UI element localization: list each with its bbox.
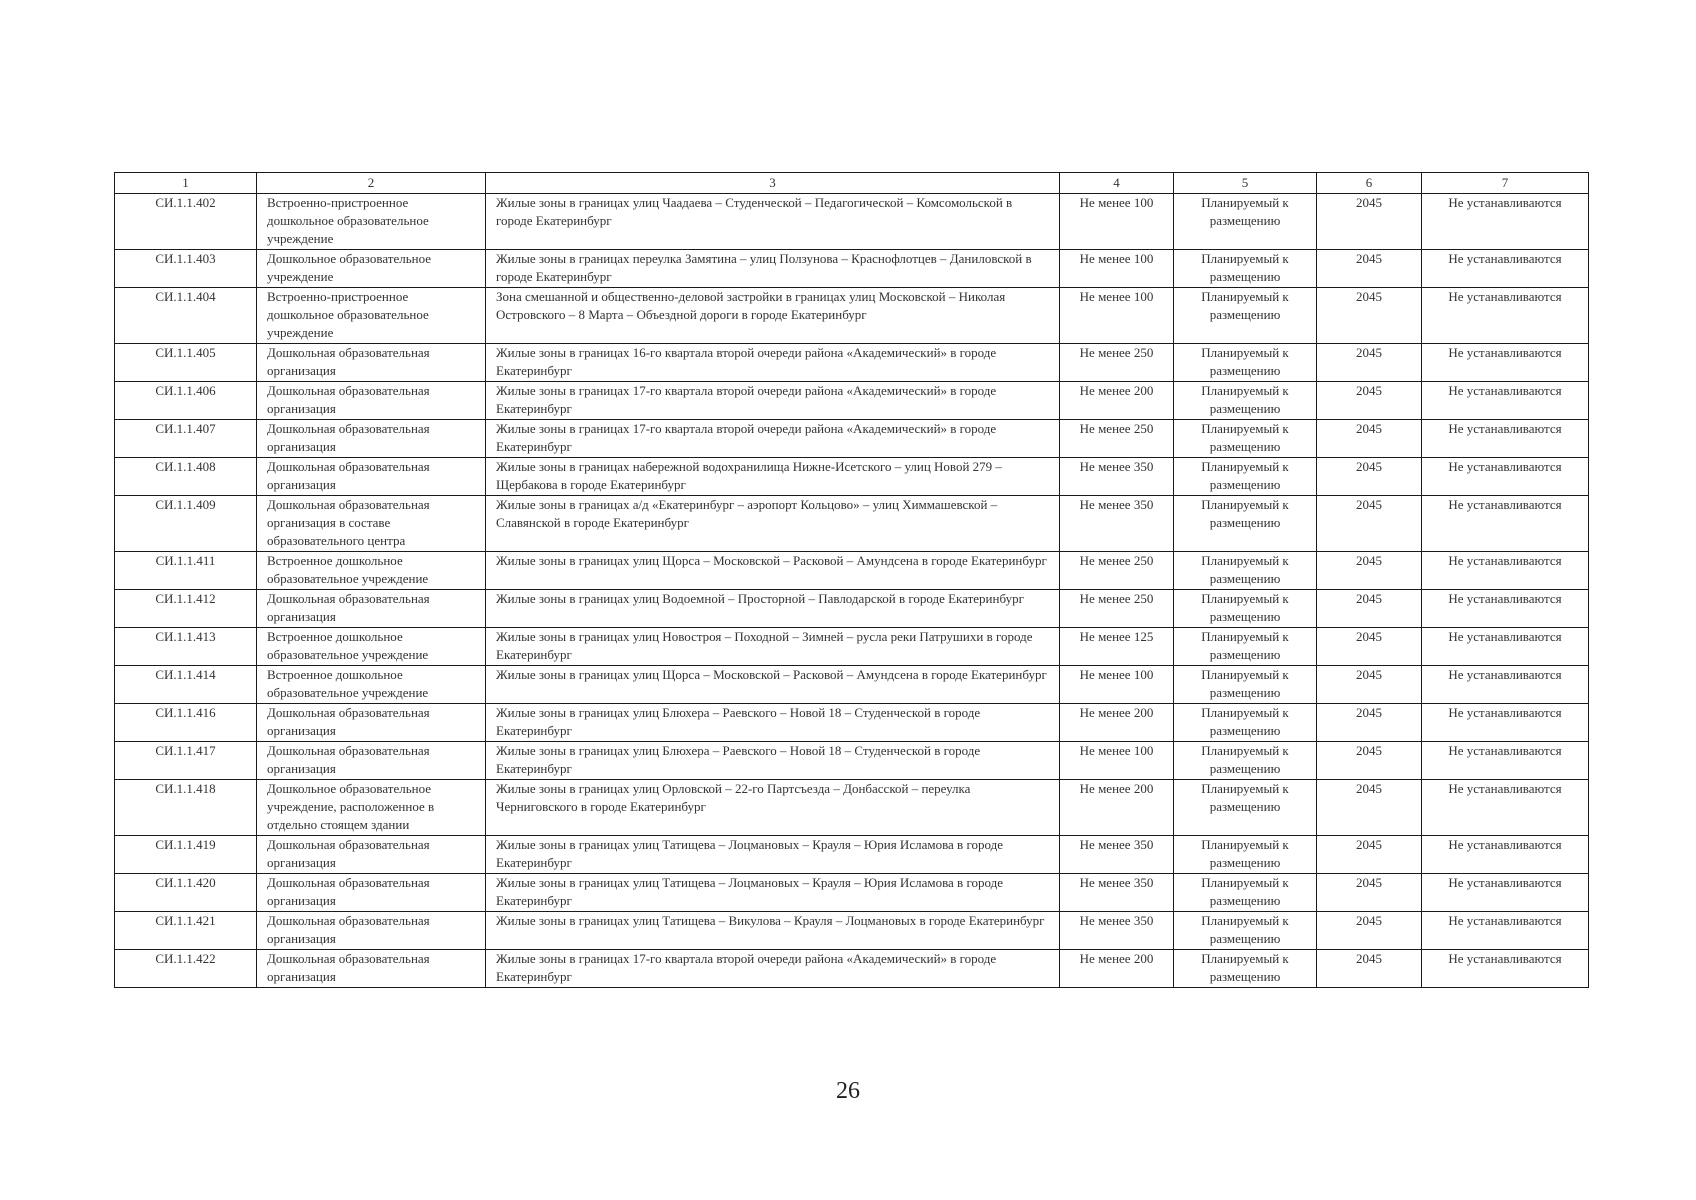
zone-cell: Не устанавливаются (1422, 344, 1589, 382)
table-row (115, 288, 1589, 344)
status-cell: Планируемый к размещению (1174, 666, 1317, 704)
status-cell: Планируемый к размещению (1174, 288, 1317, 344)
header-cell: 7 (1422, 173, 1589, 194)
table-header-row (115, 173, 1589, 194)
table-row (115, 628, 1589, 666)
object-name-cell: Встроенное дошкольное образовательное учреждение (257, 552, 486, 590)
zone-cell: Не устанавливаются (1422, 552, 1589, 590)
object-code-cell: СИ.1.1.422 (115, 950, 257, 988)
location-cell: Жилые зоны в границах а/д «Екатеринбург – аэропорт Кольцово» – улиц Химмашевской – Славянской в городе Екатеринбург (486, 496, 1060, 552)
capacity-cell: Не менее 200 (1060, 950, 1174, 988)
object-code-cell: СИ.1.1.408 (115, 458, 257, 496)
object-name-cell: Дошкольная образовательная организация (257, 590, 486, 628)
status-cell: Планируемый к размещению (1174, 194, 1317, 250)
capacity-cell: Не менее 100 (1060, 288, 1174, 344)
object-name-cell: Дошкольная образовательная организация (257, 704, 486, 742)
document-table (114, 172, 1589, 988)
zone-cell: Не устанавливаются (1422, 458, 1589, 496)
zone-cell: Не устанавливаются (1422, 950, 1589, 988)
zone-cell: Не устанавливаются (1422, 420, 1589, 458)
table-row (115, 666, 1589, 704)
year-cell: 2045 (1317, 344, 1422, 382)
year-cell: 2045 (1317, 288, 1422, 344)
zone-cell: Не устанавливаются (1422, 666, 1589, 704)
year-cell: 2045 (1317, 496, 1422, 552)
location-cell: Жилые зоны в границах 17-го квартала второй очереди района «Академический» в городе Екатеринбург (486, 382, 1060, 420)
capacity-cell: Не менее 250 (1060, 552, 1174, 590)
capacity-cell: Не менее 100 (1060, 666, 1174, 704)
year-cell: 2045 (1317, 420, 1422, 458)
zone-cell: Не устанавливаются (1422, 250, 1589, 288)
status-cell: Планируемый к размещению (1174, 250, 1317, 288)
table-row (115, 590, 1589, 628)
capacity-cell: Не менее 350 (1060, 496, 1174, 552)
object-code-cell: СИ.1.1.402 (115, 194, 257, 250)
capacity-cell: Не менее 250 (1060, 590, 1174, 628)
capacity-cell: Не менее 200 (1060, 382, 1174, 420)
object-code-cell: СИ.1.1.416 (115, 704, 257, 742)
table-row (115, 704, 1589, 742)
status-cell: Планируемый к размещению (1174, 780, 1317, 836)
year-cell: 2045 (1317, 742, 1422, 780)
year-cell: 2045 (1317, 590, 1422, 628)
table-row (115, 496, 1589, 552)
status-cell: Планируемый к размещению (1174, 458, 1317, 496)
zone-cell: Не устанавливаются (1422, 382, 1589, 420)
location-cell: Зона смешанной и общественно-деловой застройки в границах улиц Московской – Николая Островского – 8 Марта – Объездной дороги в городе Екатеринбург (486, 288, 1060, 344)
zone-cell: Не устанавливаются (1422, 874, 1589, 912)
status-cell: Планируемый к размещению (1174, 836, 1317, 874)
capacity-cell: Не менее 350 (1060, 912, 1174, 950)
header-cell: 2 (257, 173, 486, 194)
table-row (115, 742, 1589, 780)
object-name-cell: Дошкольная образовательная организация (257, 912, 486, 950)
zone-cell: Не устанавливаются (1422, 742, 1589, 780)
page-number: 26 (836, 1078, 860, 1104)
object-code-cell: СИ.1.1.421 (115, 912, 257, 950)
header-cell: 4 (1060, 173, 1174, 194)
year-cell: 2045 (1317, 382, 1422, 420)
location-cell: Жилые зоны в границах улиц Татищева – Лоцмановых – Крауля – Юрия Исламова в городе Екатеринбург (486, 836, 1060, 874)
capacity-cell: Не менее 250 (1060, 420, 1174, 458)
zone-cell: Не устанавливаются (1422, 836, 1589, 874)
location-cell: Жилые зоны в границах улиц Татищева – Лоцмановых – Крауля – Юрия Исламова в городе Екатеринбург (486, 874, 1060, 912)
header-cell: 3 (486, 173, 1060, 194)
table-row (115, 552, 1589, 590)
object-code-cell: СИ.1.1.413 (115, 628, 257, 666)
location-cell: Жилые зоны в границах улиц Новостроя – Походной – Зимней – русла реки Патрушихи в городе Екатеринбург (486, 628, 1060, 666)
zone-cell: Не устанавливаются (1422, 704, 1589, 742)
object-code-cell: СИ.1.1.417 (115, 742, 257, 780)
table-row (115, 194, 1589, 250)
capacity-cell: Не менее 350 (1060, 458, 1174, 496)
zone-cell: Не устанавливаются (1422, 912, 1589, 950)
object-code-cell: СИ.1.1.411 (115, 552, 257, 590)
year-cell: 2045 (1317, 780, 1422, 836)
table-row (115, 382, 1589, 420)
object-code-cell: СИ.1.1.404 (115, 288, 257, 344)
year-cell: 2045 (1317, 552, 1422, 590)
object-name-cell: Дошкольная образовательная организация в составе образовательного центра (257, 496, 486, 552)
location-cell: Жилые зоны в границах 16-го квартала второй очереди района «Академический» в городе Екатеринбург (486, 344, 1060, 382)
object-code-cell: СИ.1.1.419 (115, 836, 257, 874)
table-body (115, 194, 1589, 988)
object-code-cell: СИ.1.1.412 (115, 590, 257, 628)
table-row (115, 780, 1589, 836)
table-row (115, 950, 1589, 988)
location-cell: Жилые зоны в границах улиц Татищева – Викулова – Крауля – Лоцмановых в городе Екатеринбург (486, 912, 1060, 950)
capacity-cell: Не менее 100 (1060, 194, 1174, 250)
object-code-cell: СИ.1.1.420 (115, 874, 257, 912)
status-cell: Планируемый к размещению (1174, 382, 1317, 420)
capacity-cell: Не менее 350 (1060, 836, 1174, 874)
location-cell: Жилые зоны в границах улиц Чаадаева – Студенческой – Педагогической – Комсомольской в городе Екатеринбург (486, 194, 1060, 250)
status-cell: Планируемый к размещению (1174, 344, 1317, 382)
table-row (115, 874, 1589, 912)
location-cell: Жилые зоны в границах улиц Щорса – Московской – Расковой – Амундсена в городе Екатеринбург (486, 666, 1060, 704)
object-code-cell: СИ.1.1.406 (115, 382, 257, 420)
status-cell: Планируемый к размещению (1174, 874, 1317, 912)
table-row (115, 344, 1589, 382)
object-name-cell: Дошкольная образовательная организация (257, 836, 486, 874)
object-name-cell: Дошкольная образовательная организация (257, 344, 486, 382)
zone-cell: Не устанавливаются (1422, 288, 1589, 344)
year-cell: 2045 (1317, 912, 1422, 950)
object-name-cell: Встроенное дошкольное образовательное учреждение (257, 666, 486, 704)
object-name-cell: Дошкольное образовательное учреждение, расположенное в отдельно стоящем здании (257, 780, 486, 836)
status-cell: Планируемый к размещению (1174, 950, 1317, 988)
status-cell: Планируемый к размещению (1174, 590, 1317, 628)
year-cell: 2045 (1317, 836, 1422, 874)
object-name-cell: Дошкольное образовательное учреждение (257, 250, 486, 288)
status-cell: Планируемый к размещению (1174, 420, 1317, 458)
year-cell: 2045 (1317, 194, 1422, 250)
object-name-cell: Дошкольная образовательная организация (257, 420, 486, 458)
status-cell: Планируемый к размещению (1174, 496, 1317, 552)
status-cell: Планируемый к размещению (1174, 628, 1317, 666)
year-cell: 2045 (1317, 704, 1422, 742)
capacity-cell: Не менее 250 (1060, 344, 1174, 382)
status-cell: Планируемый к размещению (1174, 742, 1317, 780)
year-cell: 2045 (1317, 458, 1422, 496)
location-cell: Жилые зоны в границах набережной водохранилища Нижне-Исетского – улиц Новой 279 – Щербакова в городе Екатеринбург (486, 458, 1060, 496)
status-cell: Планируемый к размещению (1174, 912, 1317, 950)
capacity-cell: Не менее 100 (1060, 742, 1174, 780)
table-row (115, 836, 1589, 874)
object-code-cell: СИ.1.1.405 (115, 344, 257, 382)
object-name-cell: Дошкольная образовательная организация (257, 458, 486, 496)
table-row (115, 912, 1589, 950)
capacity-cell: Не менее 200 (1060, 780, 1174, 836)
header-cell: 5 (1174, 173, 1317, 194)
location-cell: Жилые зоны в границах 17-го квартала второй очереди района «Академический» в городе Екатеринбург (486, 950, 1060, 988)
capacity-cell: Не менее 125 (1060, 628, 1174, 666)
location-cell: Жилые зоны в границах улиц Орловской – 22-го Партсъезда – Донбасской – переулка Черниговского в городе Екатеринбург (486, 780, 1060, 836)
table-row (115, 420, 1589, 458)
table-row (115, 458, 1589, 496)
capacity-cell: Не менее 100 (1060, 250, 1174, 288)
year-cell: 2045 (1317, 950, 1422, 988)
object-name-cell: Дошкольная образовательная организация (257, 950, 486, 988)
year-cell: 2045 (1317, 666, 1422, 704)
location-cell: Жилые зоны в границах улиц Водоемной – Просторной – Павлодарской в городе Екатеринбург (486, 590, 1060, 628)
year-cell: 2045 (1317, 874, 1422, 912)
header-cell: 1 (115, 173, 257, 194)
location-cell: Жилые зоны в границах 17-го квартала второй очереди района «Академический» в городе Екатеринбург (486, 420, 1060, 458)
object-name-cell: Встроенно-пристроенное дошкольное образовательное учреждение (257, 194, 486, 250)
year-cell: 2045 (1317, 628, 1422, 666)
object-name-cell: Дошкольная образовательная организация (257, 382, 486, 420)
table-row (115, 250, 1589, 288)
zone-cell: Не устанавливаются (1422, 590, 1589, 628)
capacity-cell: Не менее 200 (1060, 704, 1174, 742)
location-cell: Жилые зоны в границах улиц Блюхера – Раевского – Новой 18 – Студенческой в городе Екатеринбург (486, 704, 1060, 742)
location-cell: Жилые зоны в границах улиц Блюхера – Раевского – Новой 18 – Студенческой в городе Екатеринбург (486, 742, 1060, 780)
zone-cell: Не устанавливаются (1422, 628, 1589, 666)
object-name-cell: Встроенное дошкольное образовательное учреждение (257, 628, 486, 666)
header-cell: 6 (1317, 173, 1422, 194)
zone-cell: Не устанавливаются (1422, 194, 1589, 250)
object-code-cell: СИ.1.1.414 (115, 666, 257, 704)
zone-cell: Не устанавливаются (1422, 780, 1589, 836)
object-code-cell: СИ.1.1.409 (115, 496, 257, 552)
object-name-cell: Дошкольная образовательная организация (257, 874, 486, 912)
object-code-cell: СИ.1.1.407 (115, 420, 257, 458)
object-code-cell: СИ.1.1.403 (115, 250, 257, 288)
zone-cell: Не устанавливаются (1422, 496, 1589, 552)
year-cell: 2045 (1317, 250, 1422, 288)
object-code-cell: СИ.1.1.418 (115, 780, 257, 836)
object-name-cell: Встроенно-пристроенное дошкольное образовательное учреждение (257, 288, 486, 344)
status-cell: Планируемый к размещению (1174, 704, 1317, 742)
object-name-cell: Дошкольная образовательная организация (257, 742, 486, 780)
status-cell: Планируемый к размещению (1174, 552, 1317, 590)
capacity-cell: Не менее 350 (1060, 874, 1174, 912)
location-cell: Жилые зоны в границах переулка Замятина – улиц Ползунова – Краснофлотцев – Даниловской в городе Екатеринбург (486, 250, 1060, 288)
location-cell: Жилые зоны в границах улиц Щорса – Московской – Расковой – Амундсена в городе Екатеринбург (486, 552, 1060, 590)
